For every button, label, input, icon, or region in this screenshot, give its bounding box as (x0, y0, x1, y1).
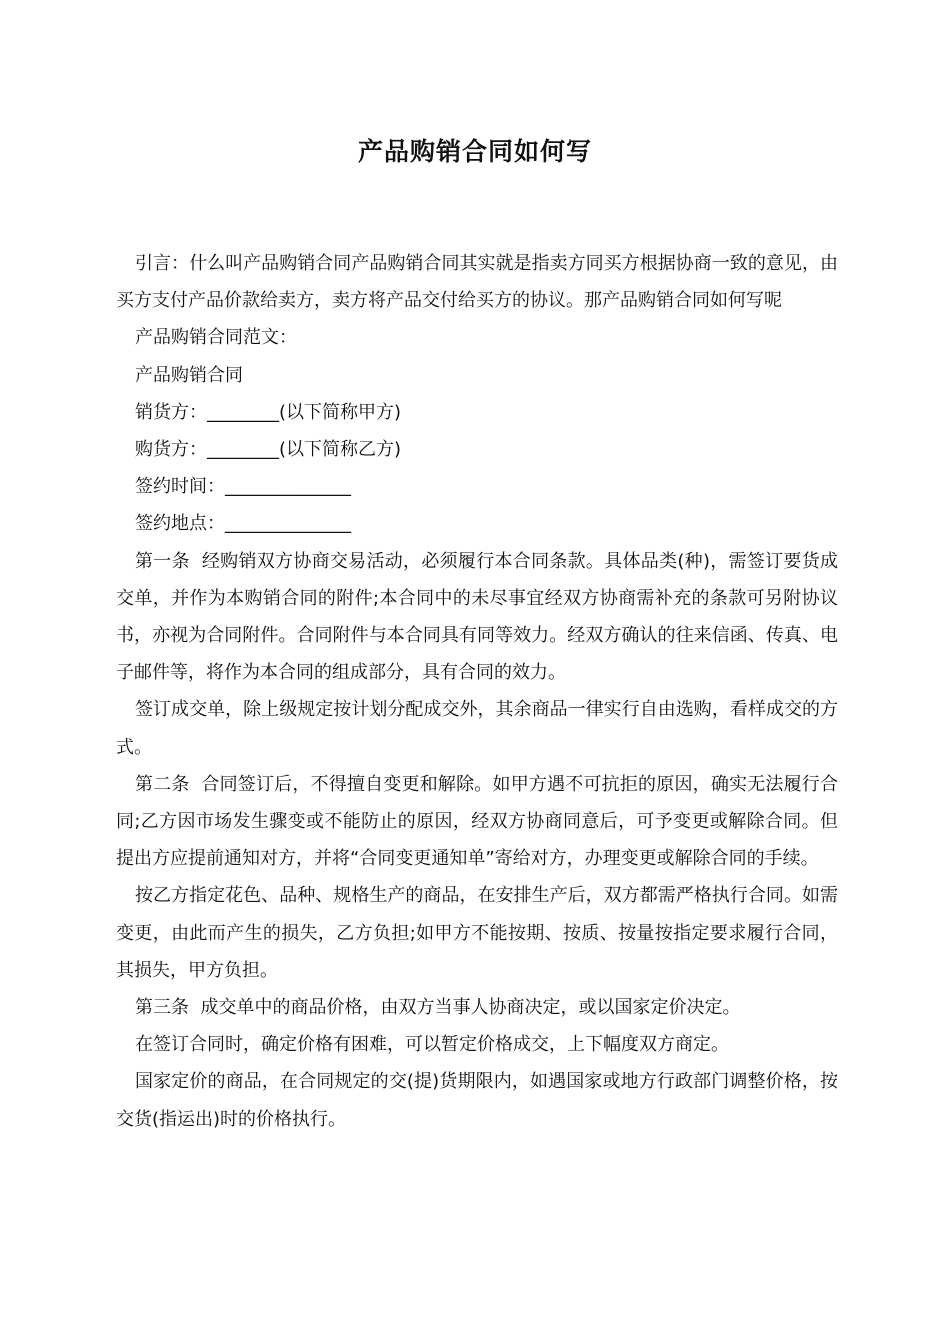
article-3-note-paragraph: 在签订合同时，确定价格有困难，可以暂定价格成交，上下幅度双方商定。 (135, 1034, 729, 1056)
article-3-paragraph: 第三条 成交单中的商品价格，由双方当事人协商决定，或以国家定价决定。 (135, 997, 741, 1019)
buyer-line: 购货方：________(以下简称乙方) (135, 439, 402, 461)
article-2-paragraph: 第二条 合同签订后，不得擅自变更和解除。如甲方遇不可抗拒的原因，确实无法履行合同;乙方因市场发生骤变或不能防止的原因，经双方协商同意后，可予变更或解除合同。但提出方应提前通知对方，并将“合同变更通知单”寄给对方，办理变更或解除合同的手续。 (116, 773, 838, 870)
article-3-state-price-paragraph: 国家定价的商品，在合同规定的交(提)货期限内，如遇国家或地方行政部门调整价格，按交货(指运出)时的价格执行。 (116, 1071, 838, 1130)
document-title: 产品购销合同如何写 (357, 137, 592, 166)
sample-heading: 产品购销合同范文： (135, 327, 297, 349)
contract-name: 产品购销合同 (135, 364, 243, 386)
article-2-note-paragraph: 按乙方指定花色、品种、规格生产的商品，在安排生产后，双方都需严格执行合同。如需变更，由此而产生的损失，乙方负担;如甲方不能按期、按质、按量按指定要求履行合同，其损失，甲方负担。 (116, 885, 838, 981)
article-1-note-paragraph: 签订成交单，除上级规定按计划分配成交外，其余商品一律实行自由选购，看样成交的方式。 (116, 699, 838, 758)
signing-place-line: 签约地点：______________ (135, 513, 351, 535)
document-body (116, 245, 838, 1138)
signing-time-line: 签约时间：______________ (135, 476, 351, 498)
seller-line: 销货方：________(以下简称甲方) (135, 401, 402, 423)
article-1-paragraph: 第一条 经购销双方协商交易活动，必须履行本合同条款。具体品类(种)，需签订要货成交单，并作为本购销合同的附件;本合同中的未尽事宜经双方协商需补充的条款可另附协议书，亦视为合同附件。合同附件与本合同具有同等效力。经双方确认的往来信函、传真、电子邮件等，将作为本合同的组成部分，具有合同的效力。 (116, 550, 838, 684)
intro-paragraph: 引言：什么叫产品购销合同产品购销合同其实就是指卖方同买方根据协商一致的意见，由买方支付产品价款给卖方，卖方将产品交付给买方的协议。那产品购销合同如何写呢 (116, 253, 838, 312)
